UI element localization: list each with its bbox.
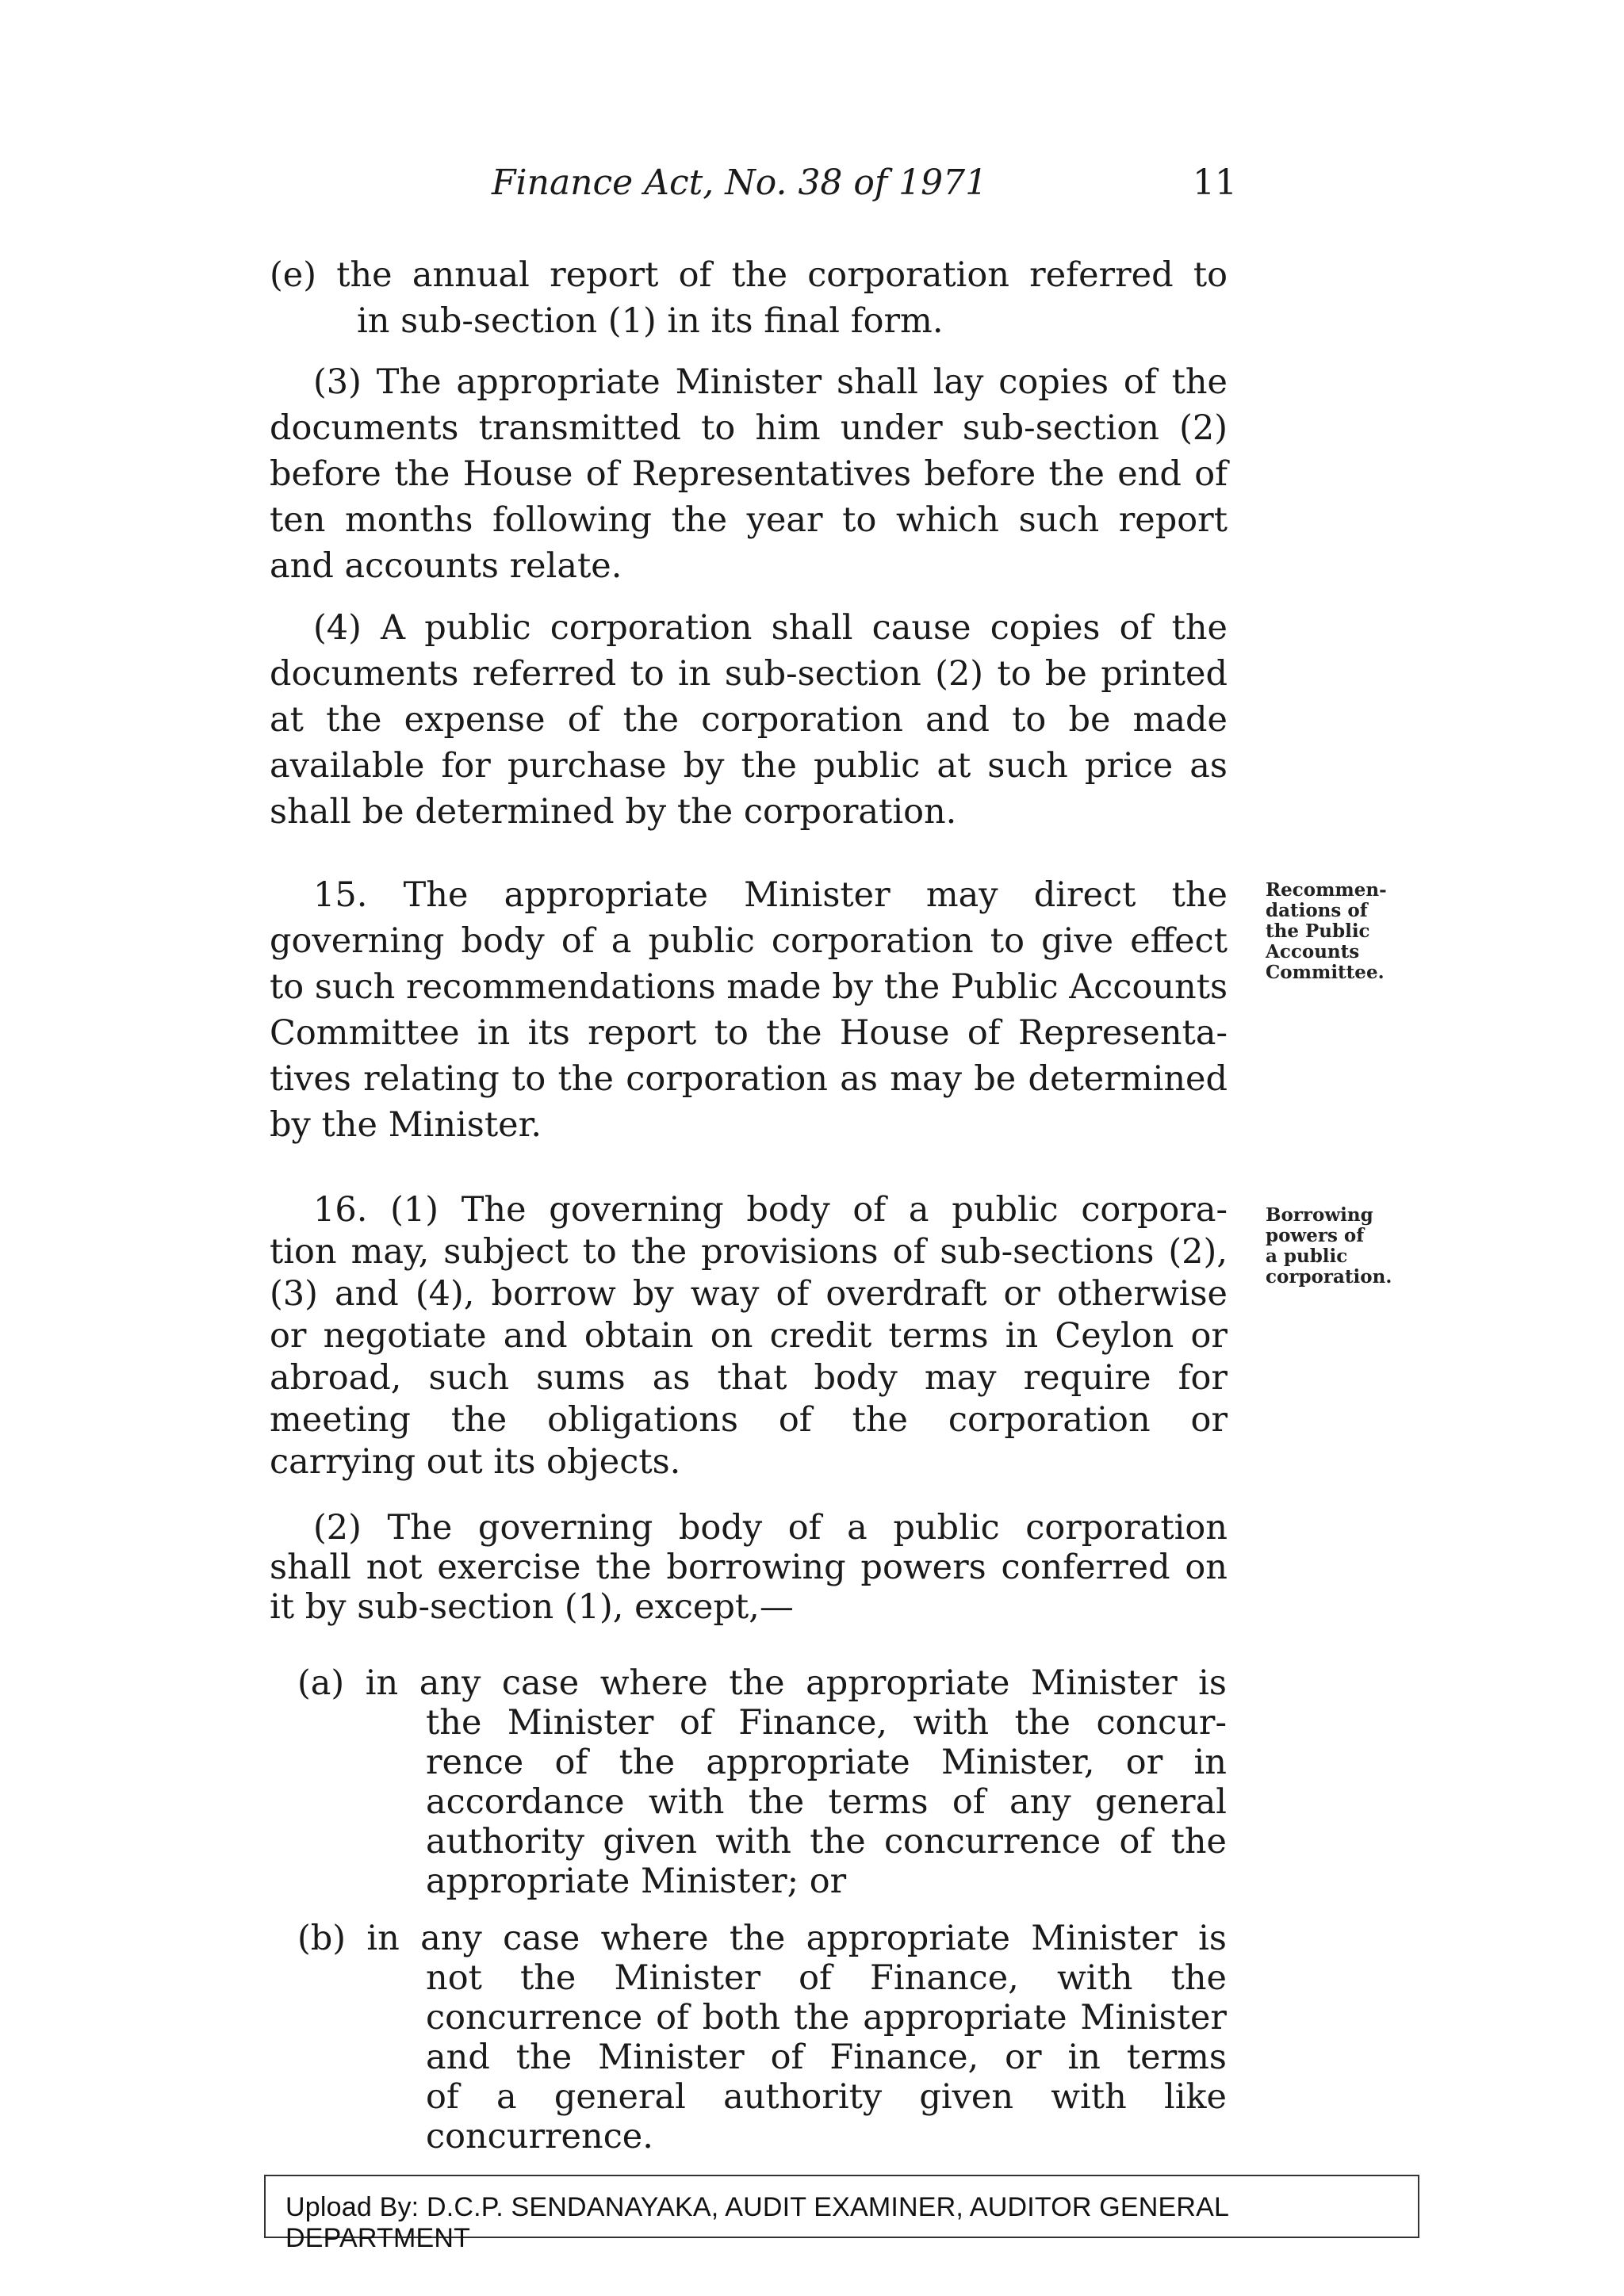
text-line: 15. The appropriate Minister may direct the xyxy=(313,875,1228,915)
margin-note-line: Borrowing xyxy=(1266,1204,1373,1226)
margin-note-line: powers of xyxy=(1266,1225,1365,1246)
subsection-3 xyxy=(270,359,1228,589)
upload-credit-text: Upload By: D.C.P. SENDANAYAKA, AUDIT EXAMINER, AUDITOR GENERAL DEPARTMENT xyxy=(285,2192,1228,2253)
text-line: (4) A public corporation shall cause copies of the xyxy=(313,608,1228,648)
text-line: concurrence of both the appropriate Minister xyxy=(426,1998,1227,2038)
text-line: and the Minister of Finance, or in terms xyxy=(426,2038,1227,2077)
clause-b xyxy=(297,1919,1227,2156)
text-line: concurrence. xyxy=(426,2117,653,2156)
text-line: rence of the appropriate Minister, or in xyxy=(426,1743,1227,1782)
clause-e xyxy=(270,252,1228,344)
text-line: tion may, subject to the provisions of sub-sections (2), xyxy=(270,1232,1228,1272)
text-line: documents referred to in sub-section (2) to be printed xyxy=(270,654,1228,694)
text-line: of a general authority given with like xyxy=(426,2077,1227,2117)
section-16-2 xyxy=(270,1508,1228,1627)
text-line: documents transmitted to him under sub-section (2) xyxy=(270,408,1228,448)
upload-credit-box xyxy=(264,2175,1419,2253)
clause-a xyxy=(297,1663,1227,1901)
text-line: (b) in any case where the appropriate Minister is xyxy=(297,1919,1227,1958)
text-line: ten months following the year to which such report xyxy=(270,500,1228,540)
text-line: available for purchase by the public at such price as xyxy=(270,746,1228,786)
text-line: at the expense of the corporation and to be made xyxy=(270,700,1228,740)
text-line: governing body of a public corporation to give effect xyxy=(270,921,1228,961)
text-line: accordance with the terms of any general xyxy=(426,1782,1227,1822)
text-line: 16. (1) The governing body of a public corpora- xyxy=(313,1190,1228,1230)
text-line: not the Minister of Finance, with the xyxy=(426,1958,1227,1998)
text-line: tives relating to the corporation as may be determined xyxy=(270,1059,1228,1099)
text-line: meeting the obligations of the corporation or xyxy=(270,1400,1228,1440)
text-line: shall not exercise the borrowing powers conferred on xyxy=(270,1548,1228,1587)
text-line: by the Minister. xyxy=(270,1105,542,1145)
text-line: (2) The governing body of a public corporation xyxy=(313,1508,1228,1548)
text-line: in sub-section (1) in its final form. xyxy=(357,301,944,341)
margin-note-line: the Public xyxy=(1266,920,1370,942)
margin-note-line: Recommen- xyxy=(1266,879,1387,901)
subsection-4 xyxy=(270,605,1228,835)
text-line: authority given with the concurrence of the xyxy=(426,1822,1227,1862)
text-line: (3) The appropriate Minister shall lay copies of the xyxy=(313,362,1228,402)
text-line: Committee in its report to the House of Representa- xyxy=(270,1013,1228,1053)
text-line: it by sub-section (1), except,— xyxy=(270,1587,794,1627)
section-16-1 xyxy=(270,1189,1228,1483)
margin-note-line: Committee. xyxy=(1266,962,1385,983)
margin-note-line: a public xyxy=(1266,1246,1348,1267)
text-line: (a) in any case where the appropriate Minister is xyxy=(297,1663,1227,1703)
text-line: (3) and (4), borrow by way of overdraft or otherwise xyxy=(270,1274,1228,1314)
margin-note-line: Accounts xyxy=(1266,941,1360,962)
text-line: (e) the annual report of the corporation referred to xyxy=(270,255,1228,295)
margin-note-line: dations of xyxy=(1266,900,1368,921)
act-title: Finance Act, No. 38 of 1971 xyxy=(492,163,988,203)
text-line: to such recommendations made by the Public Accounts xyxy=(270,967,1228,1007)
page-number: 11 xyxy=(1193,163,1237,203)
margin-note-16 xyxy=(1266,1205,1424,1288)
text-line: appropriate Minister; or xyxy=(426,1862,847,1901)
margin-note-line: corporation. xyxy=(1266,1266,1392,1288)
margin-note-15 xyxy=(1266,880,1424,983)
text-line: the Minister of Finance, with the concur- xyxy=(426,1703,1227,1743)
text-line: carrying out its objects. xyxy=(270,1442,681,1482)
text-line: abroad, such sums as that body may require for xyxy=(270,1358,1228,1398)
text-line: shall be determined by the corporation. xyxy=(270,792,957,832)
text-line: or negotiate and obtain on credit terms in Ceylon or xyxy=(270,1316,1228,1356)
running-header xyxy=(492,163,1237,210)
section-15 xyxy=(270,872,1228,1148)
text-line: and accounts relate. xyxy=(270,546,622,586)
text-line: before the House of Representatives before the end of xyxy=(270,454,1228,494)
